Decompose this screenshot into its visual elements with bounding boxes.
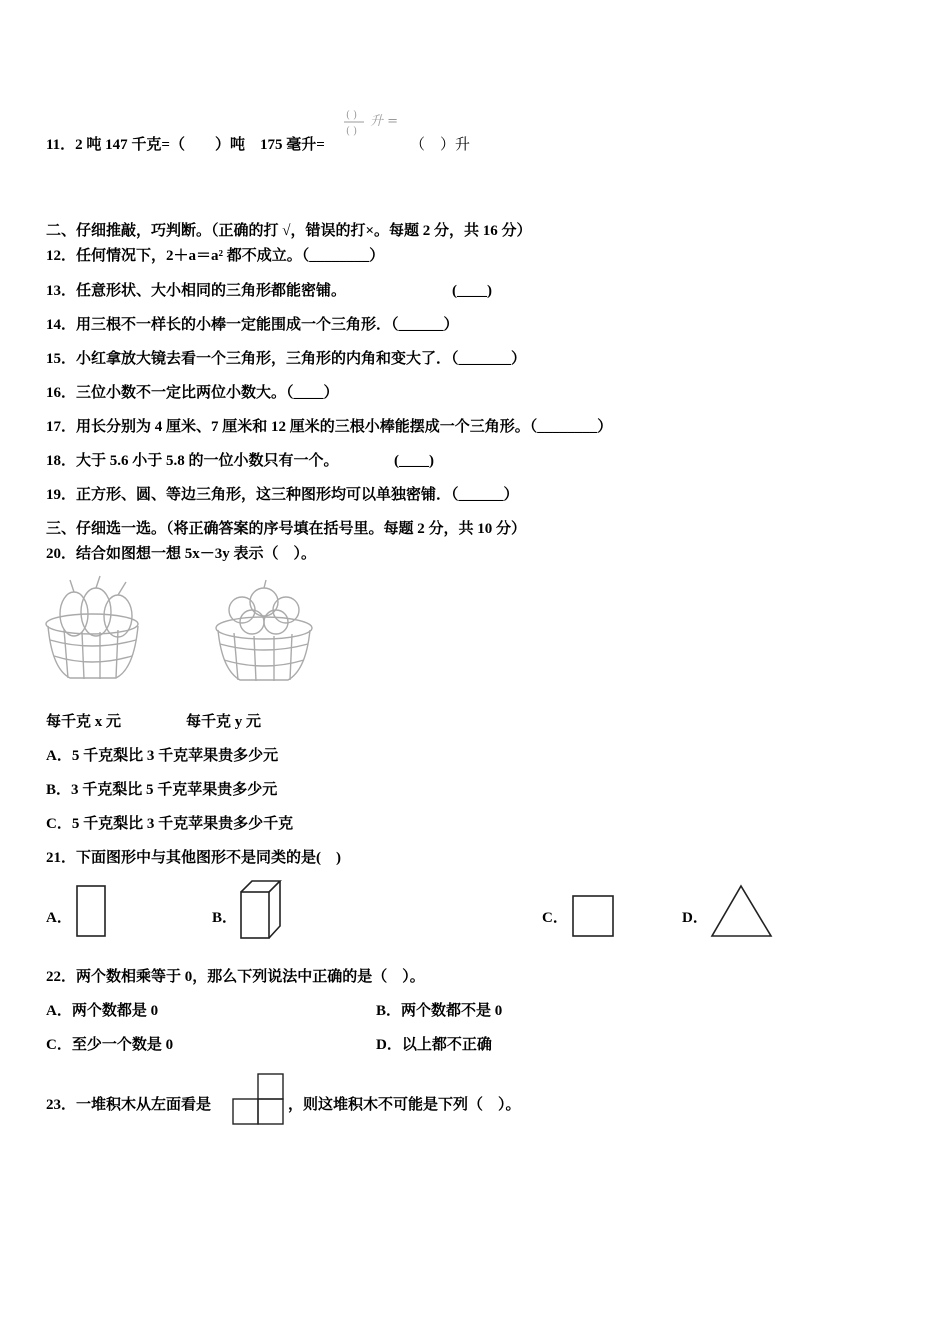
q23-after: ，则这堆积木不可能是下列（ ）。: [288, 1097, 521, 1113]
q16: 16．三位小数不一定比两位小数大。（____）: [46, 385, 339, 401]
q17: 17．用长分别为 4 厘米、7 厘米和 12 厘米的三根小棒能摆成一个三角形。（________）: [46, 419, 613, 435]
svg-text:( ): ( ): [346, 110, 357, 121]
q20-caption-right: 每千克 y 元: [186, 714, 262, 730]
q21-option-a-label[interactable]: A．: [46, 910, 72, 926]
q15: 15．小红拿放大镜去看一个三角形，三角形的内角和变大了．（_______）: [46, 351, 527, 367]
q11-suffix: （ ）升: [410, 137, 471, 153]
square-shape-icon: [572, 895, 616, 939]
q20-option-c[interactable]: C．5 千克梨比 3 千克苹果贵多少千克: [46, 816, 294, 832]
q18: 18．大于 5.6 小于 5.8 的一位小数只有一个。: [46, 453, 339, 469]
rectangle-shape-icon: [76, 885, 108, 939]
q20-option-a[interactable]: A．5 千克梨比 3 千克苹果贵多少元: [46, 748, 279, 764]
q22-option-a[interactable]: A．两个数都是 0: [46, 1003, 159, 1019]
q20-option-b[interactable]: B．3 千克梨比 5 千克苹果贵多少元: [46, 782, 278, 798]
block-left-view-icon: [230, 1072, 286, 1128]
q21-option-c-label[interactable]: C．: [542, 910, 568, 926]
fraction-blank-image: [342, 108, 412, 145]
q14: 14．用三根不一样长的小棒一定能围成一个三角形．（______）: [46, 317, 459, 333]
cuboid-shape-icon: [240, 880, 282, 940]
q20-stem: 20．结合如图想一想 5x－3y 表示（ ）。: [46, 546, 317, 562]
section3-heading: 三、仔细选一选。（将正确答案的序号填在括号里。每题 2 分，共 10 分）: [46, 521, 527, 537]
apple-basket-image: [212, 574, 316, 684]
q13-blank: (____): [452, 283, 492, 299]
q19: 19．正方形、圆、等边三角形，这三种图形均可以单独密铺．（______）: [46, 487, 519, 503]
q21-option-d-label[interactable]: D．: [682, 910, 708, 926]
q13: 13．任意形状、大小相同的三角形都能密铺。: [46, 283, 347, 299]
q21-stem: 21．下面图形中与其他图形不是同类的是( ): [46, 850, 341, 866]
q22-option-d[interactable]: D．以上都不正确: [376, 1037, 492, 1053]
q18-blank: (____): [394, 453, 434, 469]
q22-option-c[interactable]: C．至少一个数是 0: [46, 1037, 174, 1053]
q21-option-b-label[interactable]: B．: [212, 910, 238, 926]
fraction-unit-text: 升 =: [370, 114, 399, 129]
q20-caption-left: 每千克 x 元: [46, 714, 122, 730]
section2-heading: 二、仔细推敲，巧判断。（正确的打 √，错误的打×。每题 2 分，共 16 分）: [46, 223, 532, 239]
q22-option-b[interactable]: B．两个数都不是 0: [376, 1003, 503, 1019]
pear-basket-image: [44, 574, 144, 684]
q22-stem: 22．两个数相乘等于 0，那么下列说法中正确的是（ ）。: [46, 969, 425, 985]
svg-text:( ): ( ): [346, 126, 357, 137]
q23-before: 23．一堆积木从左面看是: [46, 1097, 212, 1113]
q12: 12．任何情况下，2＋a＝a² 都不成立。（________）: [46, 248, 385, 264]
q11-prefix: 11．2 吨 147 千克=（ ）吨 175 毫升=: [46, 137, 325, 153]
triangle-shape-icon: [710, 884, 774, 940]
